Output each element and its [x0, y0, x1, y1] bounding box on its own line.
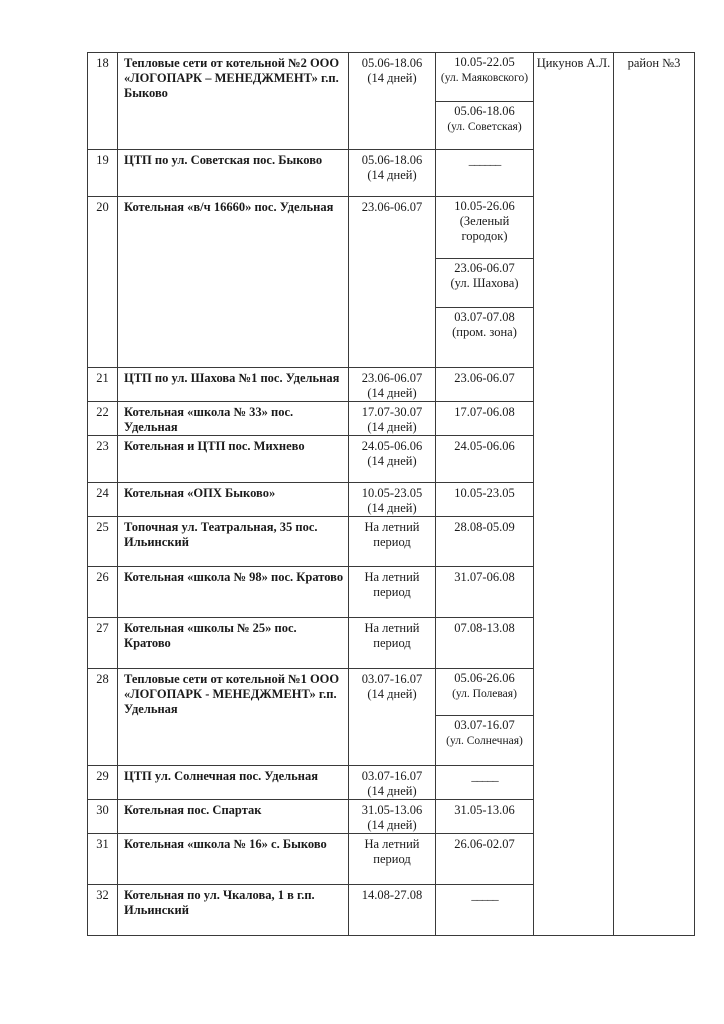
repair-schedule: _____: [436, 766, 534, 800]
shutdown-period: 10.05-23.05 (14 дней): [349, 483, 436, 517]
row-number: 26: [88, 567, 118, 618]
row-number: 22: [88, 402, 118, 436]
object-name: ЦТП по ул. Советская пос. Быково: [118, 150, 349, 197]
object-name: Котельная «школа № 16» с. Быково: [118, 834, 349, 885]
repair-schedule: 31.07-06.08: [436, 567, 534, 618]
shutdown-period: 05.06-18.06 (14 дней): [349, 150, 436, 197]
object-name: ЦТП ул. Солнечная пос. Удельная: [118, 766, 349, 800]
repair-schedule: 10.05-22.05 (ул. Маяковского) 05.06-18.06 (ул. Советская): [436, 53, 534, 150]
repair-schedule: _____: [436, 885, 534, 936]
repair-schedule: 07.08-13.08: [436, 618, 534, 669]
shutdown-period: На летний период: [349, 618, 436, 669]
area-label: район №3: [614, 53, 695, 936]
responsible-person: Цикунов А.Л.: [534, 53, 614, 936]
row-number: 28: [88, 669, 118, 766]
repair-schedule: 26.06-02.07: [436, 834, 534, 885]
object-name: Котельная «школы № 25» пос. Кратово: [118, 618, 349, 669]
repair-schedule: 10.05-23.05: [436, 483, 534, 517]
repair-schedule: 31.05-13.06: [436, 800, 534, 834]
shutdown-period: 03.07-16.07 (14 дней): [349, 669, 436, 766]
row-number: 30: [88, 800, 118, 834]
repair-schedule: 17.07-06.08: [436, 402, 534, 436]
shutdown-period: 23.06-06.07 (14 дней): [349, 368, 436, 402]
shutdown-period: 14.08-27.08: [349, 885, 436, 936]
row-number: 27: [88, 618, 118, 669]
shutdown-period: 23.06-06.07: [349, 197, 436, 368]
object-name: Тепловые сети от котельной №1 ООО «ЛОГОПАРК - МЕНЕДЖМЕНТ» г.п. Удельная: [118, 669, 349, 766]
object-name: Котельная и ЦТП пос. Михнево: [118, 436, 349, 483]
repair-schedule: ______: [436, 150, 534, 197]
repair-schedule: 28.08-05.09: [436, 517, 534, 567]
row-number: 24: [88, 483, 118, 517]
row-number: 20: [88, 197, 118, 368]
repair-schedule: 10.05-26.06 (Зеленый городок) 23.06-06.07 (ул. Шахова) 03.07-07.08 (пром. зона): [436, 197, 534, 368]
object-name: Топочная ул. Театральная, 35 пос. Ильинский: [118, 517, 349, 567]
row-number: 19: [88, 150, 118, 197]
shutdown-period: 05.06-18.06 (14 дней): [349, 53, 436, 150]
row-number: 18: [88, 53, 118, 150]
shutdown-period: 17.07-30.07 (14 дней): [349, 402, 436, 436]
repair-schedule: 23.06-06.07: [436, 368, 534, 402]
object-name: Котельная по ул. Чкалова, 1 в г.п. Ильинский: [118, 885, 349, 936]
object-name: Котельная «школа № 33» пос. Удельная: [118, 402, 349, 436]
row-number: 21: [88, 368, 118, 402]
repair-schedule: 24.05-06.06: [436, 436, 534, 483]
shutdown-period: 03.07-16.07 (14 дней): [349, 766, 436, 800]
row-number: 25: [88, 517, 118, 567]
row-number: 23: [88, 436, 118, 483]
object-name: Котельная пос. Спартак: [118, 800, 349, 834]
shutdown-period: 24.05-06.06 (14 дней): [349, 436, 436, 483]
object-name: Котельная «ОПХ Быково»: [118, 483, 349, 517]
object-name: ЦТП по ул. Шахова №1 пос. Удельная: [118, 368, 349, 402]
object-name: Тепловые сети от котельной №2 ООО «ЛОГОПАРК – МЕНЕДЖМЕНТ» г.п. Быково: [118, 53, 349, 150]
shutdown-period: 31.05-13.06 (14 дней): [349, 800, 436, 834]
schedule-table: [87, 52, 695, 936]
table-row: [88, 53, 695, 150]
shutdown-period: На летний период: [349, 567, 436, 618]
object-name: Котельная «школа № 98» пос. Кратово: [118, 567, 349, 618]
object-name: Котельная «в/ч 16660» пос. Удельная: [118, 197, 349, 368]
shutdown-period: На летний период: [349, 834, 436, 885]
row-number: 29: [88, 766, 118, 800]
row-number: 31: [88, 834, 118, 885]
row-number: 32: [88, 885, 118, 936]
repair-schedule: 05.06-26.06 (ул. Полевая) 03.07-16.07 (ул. Солнечная): [436, 669, 534, 766]
shutdown-period: На летний период: [349, 517, 436, 567]
